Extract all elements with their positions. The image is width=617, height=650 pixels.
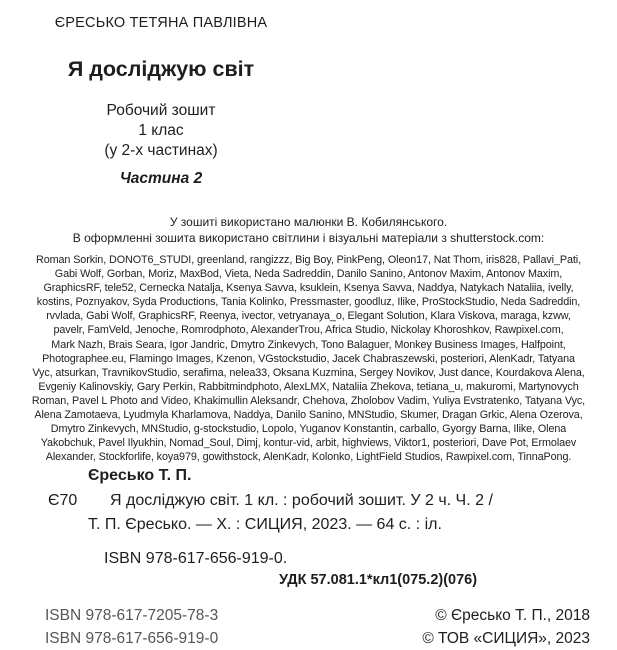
catalog-author: Єресько Т. П.: [88, 467, 192, 484]
catalog-description-line1: Я досліджую світ. 1 кл. : робочий зошит. У 2 ч. Ч. 2 /: [110, 492, 493, 509]
isbn-part-number: ISBN 978-617-7205-78-3: [45, 607, 219, 624]
contributors-list: [0, 253, 617, 464]
contributors-line: Gabi Wolf, Gorban, Moriz, MaxBod, Vieta, Neda Sadreddin, Danilo Sanino, Antonov Maxim, Antonov Maxim,: [54, 268, 563, 281]
contributors-line: Roman, Pavel L Photo and Video, Khakimullin Aleksandr, Chehova, Zholobov Vadim, Yuliya Evstratenko, Tatyana Vyc,: [31, 394, 586, 407]
contributors-line: Vyc, atsurkan, TravnikovStudio, serafima, nelea33, Oksana Kuzmina, Sergey Novikov, Just dance, Kourdakova Alena,: [32, 366, 585, 379]
contributors-line: Photographee.eu, Flamingo Images, Kzenon, VGstockstudio, Jacek Chabraszewski, posteriori, AlenKadr, Tatyana: [42, 352, 575, 365]
contributors-line: Mark Nazh, Brais Seara, Igor Jandric, Dmytro Zinkevych, Tono Balaguer, Monkey Business Images, Halfpoint,: [51, 338, 566, 351]
contributors-line: kostins, Poznyakov, Syda Productions, Tania Kolinko, Pressmaster, goodluz, Ilike, ProStockStudio, Neda Sadreddin,: [36, 296, 581, 309]
footer-copyright-column: [422, 605, 590, 650]
credits-block: [0, 214, 617, 464]
footer-isbn-column: [45, 605, 218, 650]
edition-part: Частина 2: [119, 170, 203, 187]
catalog-description-line2: Т. П. Єресько. — Х. : СИЦИЯ, 2023. — 64 с. : іл.: [88, 516, 442, 533]
author-name: ЄРЕСЬКО ТЕТЯНА ПАВЛІВНА: [54, 15, 268, 31]
contributors-line: GraphicsRF, tele52, Cernecka Natalja, Ksenya Savva, ksuklein, Ksenya Savva, Naddya, Natykach Nataliia, ivelly,: [43, 282, 574, 295]
contributors-line: Yakobchuk, Pavel Ilyukhin, Nomad_Soul, Dimj, kontur-vid, arbit, highviews, Viktor1, posteriori, Dave Pot, Ermolaev: [40, 437, 577, 450]
photo-credits-note: В оформленні зошита використано світлини і візуальні матеріали з shutterstock.com:: [72, 231, 545, 245]
subtitle-line-parts: (у 2-х частинах): [104, 142, 218, 159]
copyright-author: © Єресько Т. П., 2018: [435, 607, 590, 624]
contributors-line: Alexander, Stockforlife, koya979, gowithstock, AlenKadr, Kolonko, LightField Studios, Rawpixel.com, TinnaPong.: [45, 451, 572, 464]
contributors-line: Evgeniy Kalinovskiy, Gary Perkin, Rabbitmindphoto, AlexLMX, Nataliia Zhekova, tetiana_u, makuromi, Martynovych: [38, 380, 579, 393]
catalog-isbn-note: ISBN 978-617-656-919-0.: [104, 550, 288, 567]
subtitle-block: [0, 101, 322, 161]
contributors-line: rvvlada, Gabi Wolf, GraphicsRF, Reenya, ivector, vetryanaya_o, Elegant Solution, Klara Viskova, maraga, kzww,: [46, 310, 571, 323]
book-title: Я досліджую світ: [67, 57, 255, 81]
subtitle-line-workbook: Робочий зошит: [106, 102, 216, 119]
contributors-line: Roman Sorkin, DONOT6_STUDI, greenland, rangizzz, Big Boy, PinkPeng, Oleon17, Nat Thom, iris828, Pallavi_Pati,: [36, 254, 581, 266]
subtitle-line-grade: 1 клас: [138, 122, 184, 139]
catalog-index-code: Є70: [48, 492, 78, 509]
illustrations-note: У зошиті використано малюнки В. Кобилянського.: [169, 215, 448, 229]
udc-code: УДК 57.081.1*кл1(075.2)(076): [279, 572, 478, 588]
contributors-line: Alena Zamotaeva, Lyudmyla Kharlamova, Naddya, Danilo Sanino, MNStudio, Skumer, Dragan Grkic, Alena Ozerova,: [34, 409, 583, 422]
contributors-line: Dmytro Zinkevych, MNStudio, g-stockstudio, Lopolo, Yuganov Konstantin, carballo, Gyorgy Barna, Ilike, Olena: [50, 423, 567, 436]
contributors-line: pavelr, FamVeld, Jenoche, Romrodphoto, AlexanderTrou, Africa Studio, Nickolay Khoroshkov, Rawpixel.com,: [53, 324, 564, 337]
copyright-publisher: © ТОВ «СИЦИЯ», 2023: [422, 629, 590, 647]
title-block: [0, 15, 322, 188]
isbn-series-number: ISBN 978-617-656-919-0: [45, 629, 219, 647]
